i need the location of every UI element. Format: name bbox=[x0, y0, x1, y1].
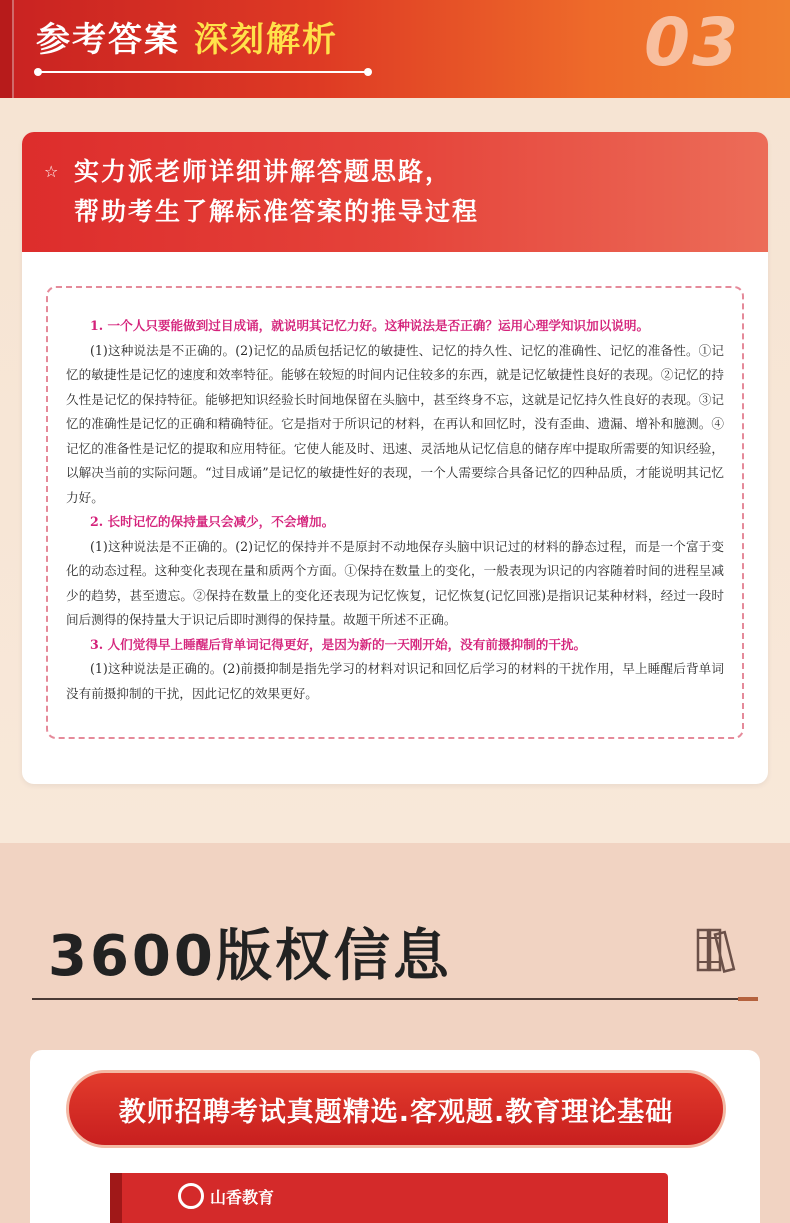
copyright-title: 3600版权信息 bbox=[48, 924, 452, 989]
question-2: 2. 长时记忆的保持量只会减少，不会增加。 bbox=[90, 514, 335, 529]
answer-card-header bbox=[22, 132, 768, 252]
qa-box bbox=[46, 286, 744, 739]
section-number: 03 bbox=[644, 4, 740, 81]
brand-logo-icon bbox=[178, 1183, 204, 1209]
banner-title-yellow: 深刻解析 bbox=[194, 20, 338, 60]
banner-title-white: 参考答案 bbox=[36, 20, 180, 60]
answer-2: (1)这种说法是不正确的。(2)记忆的保持并不是原封不动地保存头脑中识记过的材料的静态过程，而是一个富于变化的动态过程。这种变化表现在量和质两个方面。①保持在数量上的变化，一般表现为识记的内容随着时间的进程呈减少的趋势，甚至遗忘。②保持在数量上的变化还表现为记忆恢复，记忆恢复(记忆回涨)是指识记某种材料，经过一段时间后测得的保持量大于识记后即时测得的保持量。故题干所述不正确。 bbox=[66, 538, 724, 627]
answer-3: (1)这种说法是正确的。(2)前摄抑制是指先学习的材料对识记和回忆后学习的材料的干扰作用，早上睡醒后背单词没有前摄抑制的干扰，因此记忆的效果更好。 bbox=[66, 661, 724, 701]
banner-left-strip bbox=[0, 0, 14, 98]
copyright-divider bbox=[32, 998, 758, 1000]
book-cover bbox=[110, 1173, 668, 1223]
product-title-pill bbox=[66, 1070, 726, 1148]
banner-divider bbox=[38, 71, 368, 73]
book-spine bbox=[110, 1173, 122, 1223]
product-card bbox=[30, 1050, 760, 1223]
heading-line-1: 实力派老师详细讲解答题思路， bbox=[74, 157, 453, 186]
answer-card bbox=[22, 132, 768, 784]
top-banner bbox=[0, 0, 790, 98]
product-title: 教师招聘考试真题精选.客观题.教育理论基础 bbox=[118, 1096, 674, 1128]
question-1: 1. 一个人只要能做到过目成诵，就说明其记忆力好。这种说法是否正确？运用心理学知识加以说明。 bbox=[90, 318, 650, 333]
book-brand: 山香教育 bbox=[210, 1188, 275, 1207]
heading-line-2: 帮助考生了解标准答案的推导过程 bbox=[74, 197, 480, 226]
answer-1: (1)这种说法是不正确的。(2)记忆的品质包括记忆的敏捷性、记忆的持久性、记忆的准确性、记忆的准备性。①记忆的敏捷性是记忆的速度和效率特征。能够在较短的时间内记住较多的东西，就是记忆敏捷性良好的表现。②记忆的持久性是记忆的保持特征。能够把知识经验长时间地保留在头脑中，甚至终身不忘，这就是记忆持久性良好的表现。③记忆的准确性是记忆的正确和精确特征。它是指对于所识记的材料，在再认和回忆时，没有歪曲、遗漏、增补和臆测。④记忆的准备性是记忆的提取和应用特征。它使人能及时、迅速、灵活地从记忆信息的储存库中提取所需要的知识经验，以解决当前的实际问题。“过目成诵”是记忆的敏捷性好的表现，一个人需要综合具备记忆的四种品质，才能说明其记忆力好。 bbox=[66, 342, 724, 505]
star-icon: ☆ bbox=[44, 162, 59, 181]
books-icon bbox=[694, 924, 746, 976]
banner-title bbox=[36, 12, 338, 61]
answer-card-heading bbox=[74, 152, 479, 232]
copyright-divider-accent bbox=[738, 997, 758, 1001]
question-3: 3. 人们觉得早上睡醒后背单词记得更好，是因为新的一天刚开始，没有前摄抑制的干扰。 bbox=[90, 636, 587, 652]
